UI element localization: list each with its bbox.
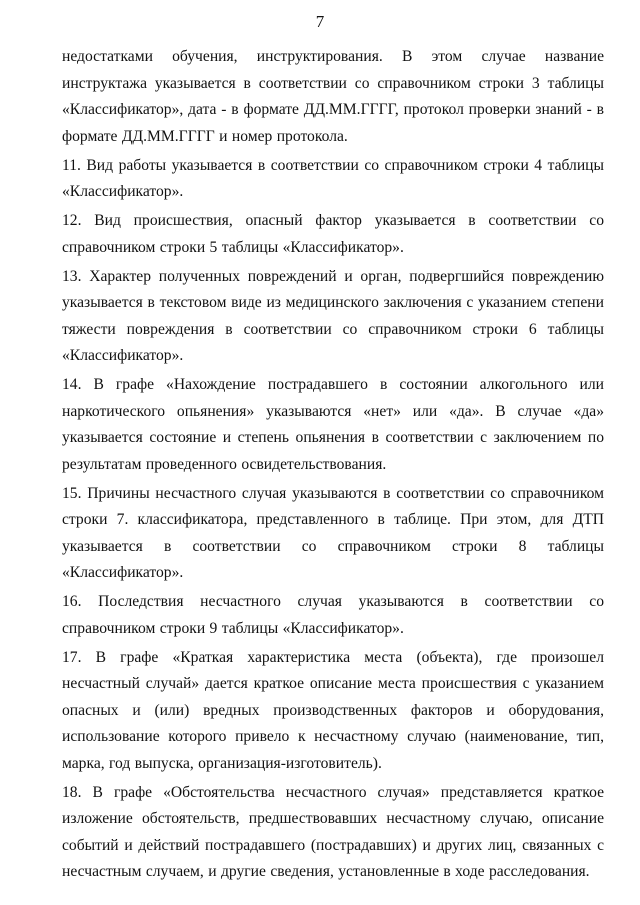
paragraph-13-injury-character: 13. Характер полученных повреждений и орган, подвергшийся повреждению указывается в текстовом виде из медицинского заключения с указанием степени тяжести повреждения в соответствии со справочником строки 6 таблицы «Классификатор». xyxy=(62,267,604,364)
page-number: 7 xyxy=(315,12,325,31)
paragraph-14-intoxication: 14. В графе «Нахождение пострадавшего в состоянии алкогольного или наркотического опьянения» указываются «нет» или «да». В случае «да» указывается состояние и степень опьянения в соответствии с заключением по результатам проведенного освидетельствования. xyxy=(62,376,604,473)
paragraph-12-incident-type: 12. Вид происшествия, опасный фактор указывается в соответствии со справочником строки 5 таблицы «Классификатор». xyxy=(62,212,604,256)
paragraph-17-place-description: 17. В графе «Краткая характеристика места (объекта), где произошел несчастный случай» дается краткое описание места происшествия с указанием опасных и (или) вредных производственных факторов и оборудования, использование которого привело к несчастному случаю (наименование, тип, марка, год выпуска, организация-изготовитель). xyxy=(62,648,604,772)
paragraph-16-consequences: 16. Последствия несчастного случая указываются в соответствии со справочником строки 9 таблицы «Классификатор». xyxy=(62,593,604,637)
body-text xyxy=(62,44,604,888)
paragraph-continuation: недостатками обучения, инструктирования. В этом случае название инструктажа указывается в соответствии со справочником строки 3 таблицы «Классификатор», дата - в формате ДД.ММ.ГГГГ, протокол проверки знаний - в формате ДД.ММ.ГГГГ и номер протокола. xyxy=(62,48,604,145)
paragraph-18-circumstances: 18. В графе «Обстоятельства несчастного случая» представляется краткое изложение обстоятельств, предшествовавших несчастному случаю, описание событий и действий пострадавшего (пострадавших) и других лиц, связанных с несчастным случаем, и другие сведения, установленные в ходе расследования. xyxy=(62,783,604,880)
paragraph-15-causes: 15. Причины несчастного случая указываются в соответствии со справочником строки 7. классификатора, представленного в таблице. При этом, для ДТП указывается в соответствии со справочником строки 8 таблицы «Классификатор». xyxy=(62,484,604,581)
paragraph-11-work-type: 11. Вид работы указывается в соответствии со справочником строки 4 таблицы «Классификатор». xyxy=(62,156,604,200)
